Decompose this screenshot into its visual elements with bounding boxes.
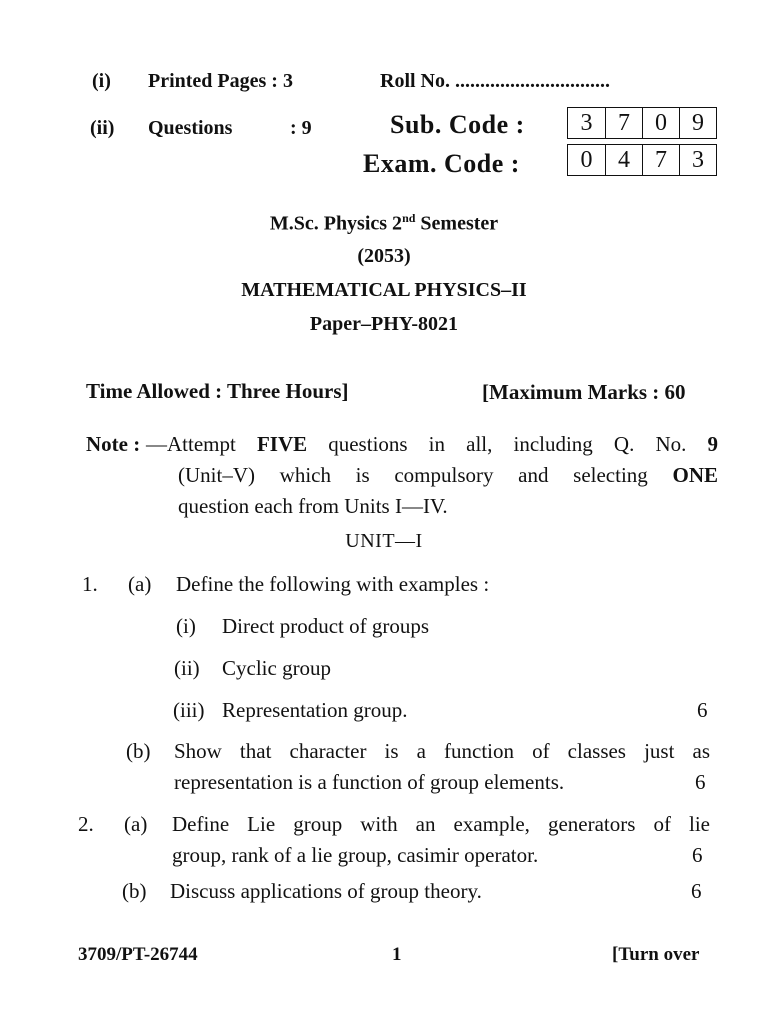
question-1b-line-1: Show that character is a function of classes just as: [174, 739, 710, 763]
exam-code-digit: 3: [679, 145, 716, 175]
question-2a-marks: 6: [692, 843, 703, 867]
exam-year: (2053): [357, 245, 411, 267]
unit-heading: UNIT—I: [345, 530, 423, 552]
question-1a-iii-label: (iii): [173, 698, 205, 722]
subject-title: MATHEMATICAL PHYSICS–II: [241, 279, 527, 301]
exam-code-digit: 7: [642, 145, 679, 175]
note-line-3: question each from Units I—IV.: [178, 494, 448, 518]
question-2b-marks: 6: [691, 879, 702, 903]
exam-code-label: Exam. Code :: [363, 149, 520, 178]
sub-code-digit: 9: [679, 108, 716, 138]
question-2a-line-2: group, rank of a lie group, casimir operator.: [172, 843, 539, 867]
question-1a-i-label: (i): [176, 614, 196, 638]
question-1a-ii-label: (ii): [174, 656, 200, 680]
question-2a-line-1: Define Lie group with an example, generators of lie: [172, 812, 710, 836]
question-1a-label: (a): [128, 572, 152, 596]
question-1a-i-text: Direct product of groups: [222, 614, 430, 638]
question-2a-label: (a): [124, 812, 148, 836]
paper-code: Paper–PHY-8021: [309, 313, 459, 335]
question-1a-text: Define the following with examples :: [176, 572, 490, 596]
exam-code-digit: 0: [580, 146, 593, 173]
sub-code-box: [567, 107, 717, 139]
sub-code-digit: 3: [580, 109, 593, 136]
note-line-1: —Attempt FIVE questions in all, including Q. No. 9: [146, 432, 718, 456]
maximum-marks: [Maximum Marks : 60: [482, 380, 686, 404]
note-label: Note :: [86, 432, 141, 456]
time-allowed: Time Allowed : Three Hours]: [86, 379, 349, 403]
question-2-number: 2.: [78, 812, 94, 836]
question-1b-label: (b): [126, 739, 151, 763]
sub-code-digit: 7: [605, 108, 642, 138]
question-1a-marks: 6: [697, 698, 708, 722]
question-1-number: 1.: [82, 572, 98, 596]
exam-code-digit: 4: [605, 145, 642, 175]
footer-turn-over: [Turn over: [612, 944, 700, 965]
printed-pages-number: (i): [92, 70, 111, 92]
question-1b-marks: 6: [695, 770, 706, 794]
questions-value: : 9: [290, 117, 312, 139]
questions-number: (ii): [90, 117, 115, 139]
note-line-2: (Unit–V) which is compulsory and selecting ONE: [178, 463, 718, 487]
sub-code-digit: 0: [642, 108, 679, 138]
exam-code-box: [567, 144, 717, 176]
printed-pages-label: Printed Pages : 3: [148, 70, 293, 92]
footer-paper-code: 3709/PT-26744: [78, 944, 198, 965]
sub-code-label: Sub. Code :: [390, 110, 525, 139]
question-2b-label: (b): [122, 879, 147, 903]
questions-label: Questions: [148, 117, 233, 139]
question-1a-ii-text: Cyclic group: [222, 656, 332, 680]
roll-number-field: Roll No. ...............................: [380, 70, 610, 92]
course-title: M.Sc. Physics 2nd Semester: [269, 211, 499, 235]
question-1a-iii-text: Representation group.: [222, 698, 408, 722]
footer-page-number: 1: [392, 944, 402, 965]
question-2b-text: Discuss applications of group theory.: [170, 879, 482, 903]
question-1b-line-2: representation is a function of group elements.: [174, 770, 565, 794]
